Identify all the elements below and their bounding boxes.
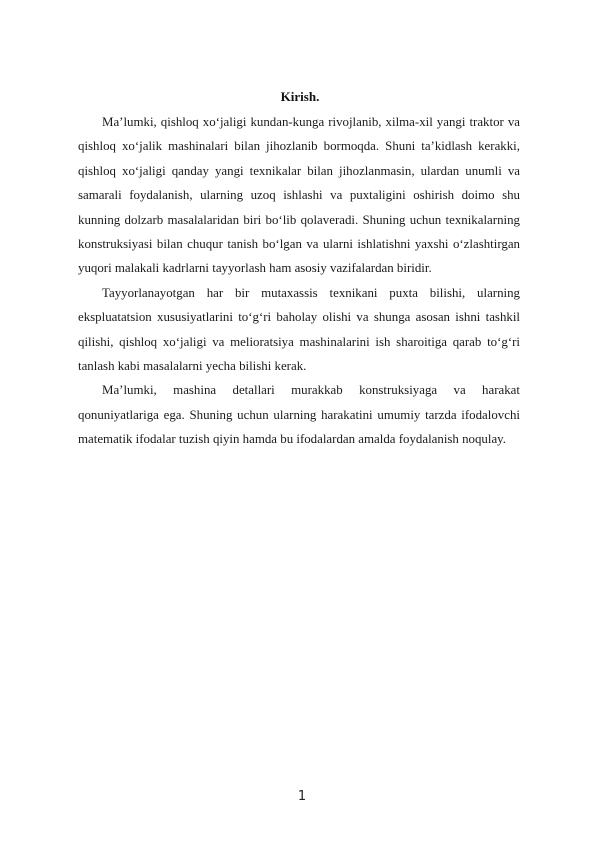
section-title: Kirish. bbox=[280, 89, 320, 104]
page-number: 1 bbox=[297, 789, 307, 804]
body-text bbox=[78, 110, 520, 452]
paragraph-3: Ma’lumki, mashina detallari murakkab konstruksiyaga va harakat qonuniyatlariga ega. Shuning uchun ularning harakatini umumiy tarzda ifodalovchi matematik ifodalar tuzish qiyin hamda bu ifodalardan amalda foydalanish noqulay. bbox=[78, 383, 520, 447]
paragraph-1: Ma’lumki, qishloq xo‘jaligi kundan-kunga rivojlanib, xilma-xil yangi traktor va qishloq xo‘jalik mashinalari bilan jihozlanib bormoqda. Shuni ta’kidlash kerakki, qishloq xo‘jaligi qanday yangi texnikalar bilan jihozlanmasin, ulardan unumli va samarali foydalanish, ularning uzoq ishlashi va puxtaligini oshirish doimo shu kunning dolzarb masalalaridan biri bo‘lib qolaveradi. Shuning uchun texnikalarning konstruksiyasi bilan chuqur tanish bo‘lgan va ularni ishlatishni yaxshi o‘zlashtirgan yuqori malakali kadrlarni tayyorlash ham asosiy vazifalardan biridir. bbox=[78, 115, 520, 276]
paragraph-2: Tayyorlanayotgan har bir mutaxassis texnikani puxta bilishi, ularning ekspluatatsion xususiyatlarini to‘g‘ri baholay olishi va shunga asosan ishni tashkil qilishi, qishloq xo‘jaligi va melioratsiya mashinalarini ish sharoitiga qarab to‘g‘ri tanlash kabi masalalarni yecha bilishi kerak. bbox=[78, 285, 520, 374]
